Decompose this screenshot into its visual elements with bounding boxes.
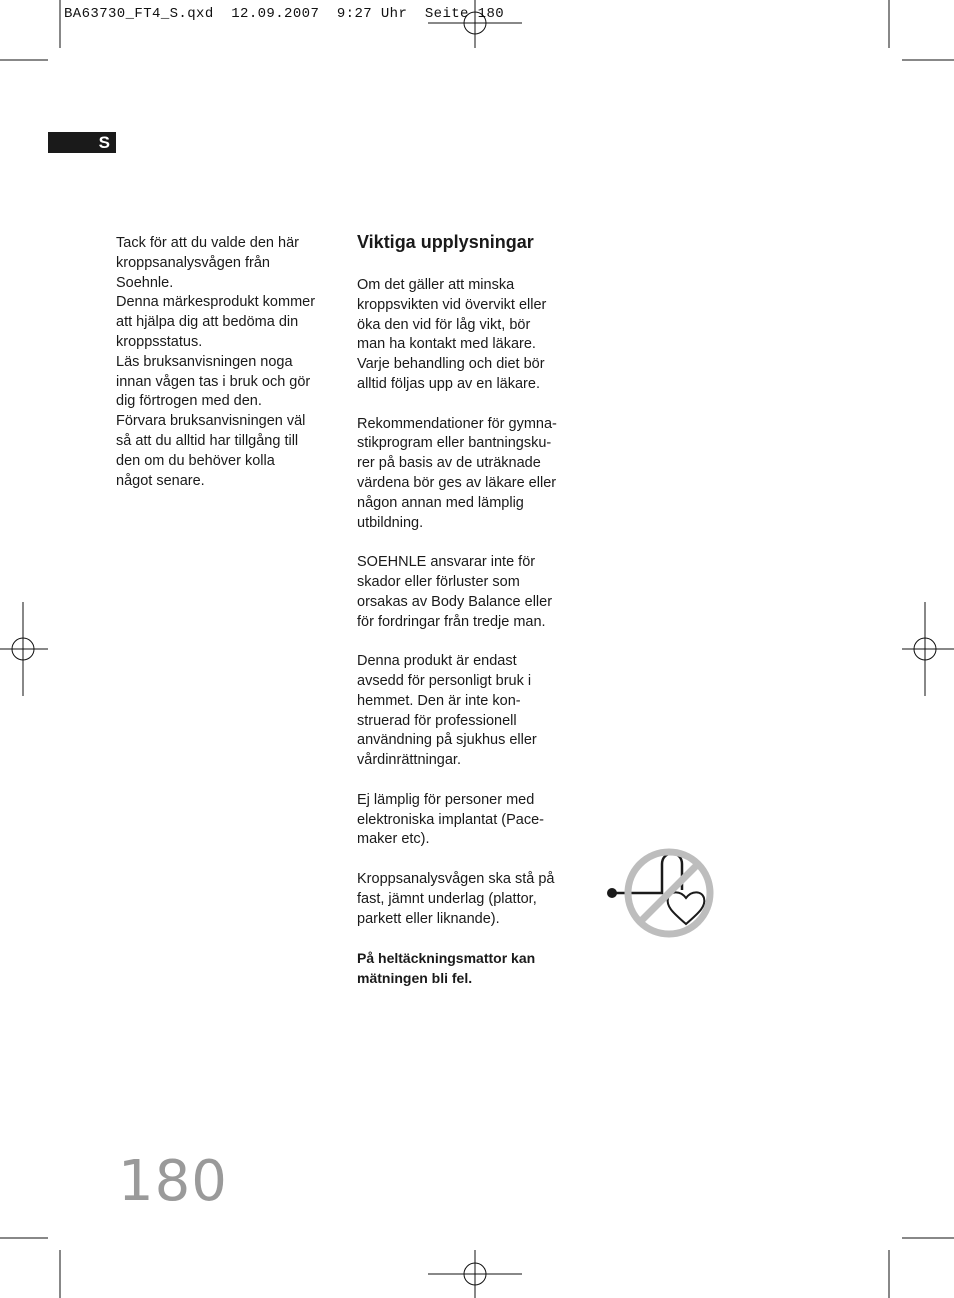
text-line: Varje behandling och diet bör — [357, 356, 545, 373]
text-line: Tack för att du valde den här — [116, 235, 299, 251]
text-line: Soehnle. — [116, 274, 174, 291]
text-line: kroppsanalysvågen från — [116, 254, 270, 271]
text-line: Denna märkesprodukt kommer — [116, 294, 316, 311]
text-line: Rekommendationer för gymna- — [357, 415, 557, 432]
crop-registration-icon — [428, 0, 522, 48]
important-info — [357, 230, 577, 989]
paragraph — [357, 791, 577, 850]
no-pacemaker-icon — [602, 846, 718, 942]
text-line: mätningen bli fel. — [357, 969, 473, 986]
text-line: hemmet. Den är inte kon- — [357, 692, 521, 709]
text-line: någon annan med lämplig — [357, 494, 524, 511]
paragraph — [357, 652, 577, 771]
text-line: Ej lämplig för personer med — [357, 791, 535, 808]
text-line: alltid följas upp av en läkare. — [357, 375, 540, 392]
text-line: innan vågen tas i bruk och gör — [116, 373, 311, 390]
text-line: användning på sjukhus eller — [357, 732, 537, 749]
crop-registration-icon — [428, 1250, 522, 1298]
text-line: orsakas av Body Balance eller — [357, 593, 553, 610]
text-line: att hjälpa dig att bedöma din — [116, 314, 299, 331]
text-line: elektroniska implantat (Pace- — [357, 811, 544, 828]
text-line: vårdinrättningar. — [357, 752, 461, 769]
section-heading: Viktiga upplysningar — [357, 232, 534, 252]
paragraph — [357, 553, 577, 632]
text-line: rer på basis av de uträknade — [357, 455, 541, 472]
text-line: Om det gäller att minska — [357, 277, 515, 293]
text-line: utbildning. — [357, 514, 424, 531]
text-line: dig förtrogen med den. — [116, 393, 262, 410]
text-line: fast, jämnt underlag (plattor, — [357, 890, 537, 907]
file-slug: BA63730_FT4_S.qxd 12.09.2007 9:27 Uhr Seite 180 — [64, 6, 505, 22]
text-line: På heltäckningsmattor kan — [357, 950, 536, 967]
crop-registration-icon — [902, 602, 954, 696]
text-line: man ha kontakt med läkare. — [357, 336, 536, 353]
carpet-warning — [357, 949, 577, 989]
text-line: Förvara bruksanvisningen väl — [116, 413, 306, 430]
text-line: stikprogram eller bantningsku- — [357, 435, 552, 452]
text-line: så att du alltid har tillgång till — [116, 432, 299, 449]
paragraph — [357, 415, 577, 534]
crop-registration-icon — [0, 602, 48, 696]
text-line: den om du behöver kolla — [116, 452, 275, 469]
text-line: Kroppsanalysvågen ska stå på — [357, 870, 555, 887]
text-line: maker etc). — [357, 831, 430, 848]
paragraph — [357, 276, 577, 395]
text-line: öka den vid för låg vikt, bör — [357, 316, 531, 333]
text-line: för fordringar från tredje man. — [357, 613, 546, 630]
text-line: avsedd för personligt bruk i — [357, 672, 532, 689]
text-line: skador eller förluster som — [357, 573, 520, 590]
text-line: kroppsvikten vid övervikt eller — [357, 296, 547, 313]
text-line: Läs bruksanvisningen noga — [116, 353, 293, 370]
text-line: SOEHNLE ansvarar inte för — [357, 554, 536, 571]
text-line: parkett eller liknande). — [357, 910, 500, 927]
text-line: Denna produkt är endast — [357, 653, 517, 670]
text-line: något senare. — [116, 472, 205, 489]
intro-text — [116, 234, 332, 491]
paragraph — [357, 870, 577, 929]
page-number: 180 — [118, 1149, 228, 1214]
text-line: kroppsstatus. — [116, 333, 203, 350]
text-line: värdena bör ges av läkare eller — [357, 474, 557, 491]
language-tab: S — [48, 132, 116, 153]
text-line: struerad för professionell — [357, 712, 517, 729]
